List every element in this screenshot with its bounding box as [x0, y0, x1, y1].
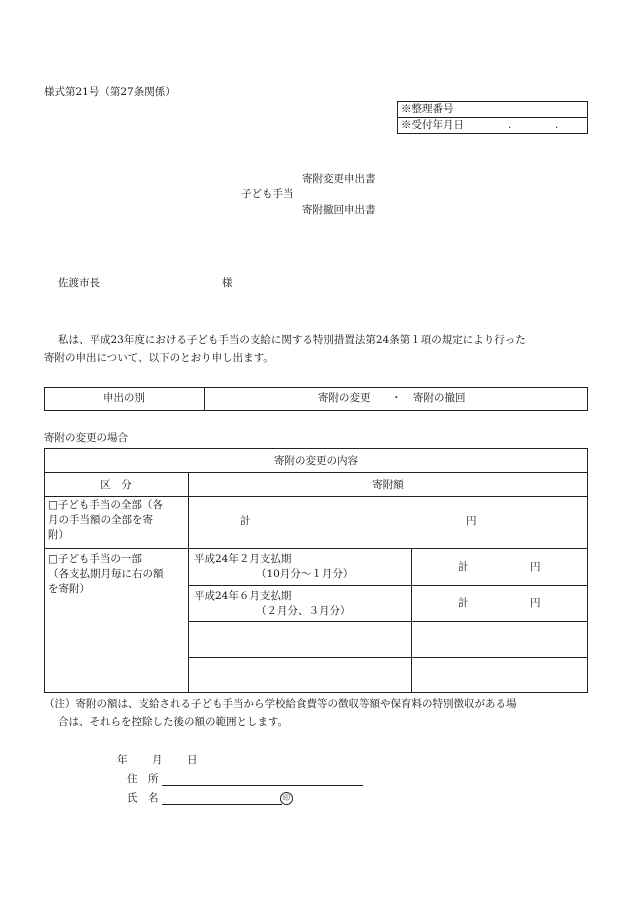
title-withdraw: 寄附撤回申出書 — [302, 204, 376, 216]
partial-option-line-3: を寄附） — [48, 583, 90, 595]
column-amount: 寄附額 — [372, 479, 404, 491]
admin-box-divider — [397, 117, 588, 118]
type-option-change: 寄附の変更 — [318, 392, 371, 404]
received-date-dot: . — [508, 119, 512, 131]
name-label: 氏 名 — [127, 792, 159, 804]
title-prefix: 子ども手当 — [241, 188, 294, 200]
reference-number-label: ※整理番号 — [401, 103, 454, 115]
addressee-name: 佐渡市長 — [58, 277, 100, 289]
type-option-separator: ・ — [391, 392, 402, 404]
payment-yen-label: 円 — [530, 597, 541, 609]
table-line — [44, 472, 588, 473]
address-label: 住 所 — [127, 773, 159, 785]
intro-line-2: 寄附の申出について、以下のとおり申し出ます。 — [44, 352, 274, 364]
payment-months: （10月分～１月分） — [256, 568, 354, 580]
table-title: 寄附の変更の内容 — [274, 455, 358, 467]
received-date-label: ※受付年月日 — [401, 119, 464, 131]
full-option-line-2: 月の手当額の全部を寄 — [48, 514, 153, 526]
partial-option-line-2: （各支払期月毎に右の額 — [48, 568, 164, 580]
date-year-label: 年 — [117, 754, 128, 766]
note-line-2: 合は、それらを控除した後の額の範囲とします。 — [58, 716, 289, 728]
table-line — [188, 621, 588, 622]
date-month-label: 月 — [152, 754, 163, 766]
intro-line-1: 私は、平成23年度における子ども手当の支給に関する特別措置法第24条第１項の規定により行った — [58, 334, 526, 346]
change-section-heading: 寄附の変更の場合 — [44, 432, 128, 444]
payment-total-label: 計 — [458, 561, 469, 573]
table-line — [188, 657, 588, 658]
payment-period: 平成24年６月支払期 — [194, 590, 292, 602]
column-category: 区 分 — [100, 479, 132, 491]
payment-period: 平成24年２月支払期 — [194, 553, 292, 565]
addressee-honorific: 様 — [222, 277, 233, 289]
received-date-dot: . — [555, 119, 559, 131]
table-line — [188, 472, 189, 693]
payment-yen-label: 円 — [530, 561, 541, 573]
name-line — [162, 804, 282, 805]
note-line-1: （注）寄附の額は、支給される子ども手当から学校給食費等の徴収等額や保育料の特別徴収がある場 — [44, 698, 517, 710]
payment-total-label: 計 — [458, 597, 469, 609]
full-yen-label: 円 — [466, 515, 477, 527]
partial-option-line-1: □子ども手当の一部 — [48, 553, 142, 565]
table-line — [188, 585, 588, 586]
table-line — [44, 548, 588, 549]
full-total-label: 計 — [240, 515, 251, 527]
type-row-label: 申出の別 — [103, 392, 145, 404]
type-option-withdraw: 寄附の撤回 — [413, 392, 466, 404]
table-line — [411, 548, 412, 693]
form-number: 様式第21号（第27条関係） — [44, 86, 176, 98]
full-option-line-1: □子ども手当の全部（各 — [48, 499, 163, 511]
type-row-divider — [204, 387, 205, 411]
date-day-label: 日 — [187, 754, 198, 766]
title-change: 寄附変更申出書 — [302, 173, 376, 185]
seal-mark: 印 — [280, 792, 293, 805]
address-line — [162, 785, 363, 786]
full-option-line-3: 附） — [48, 529, 69, 541]
payment-months: （２月分、３月分） — [256, 605, 351, 617]
table-line — [44, 496, 588, 497]
